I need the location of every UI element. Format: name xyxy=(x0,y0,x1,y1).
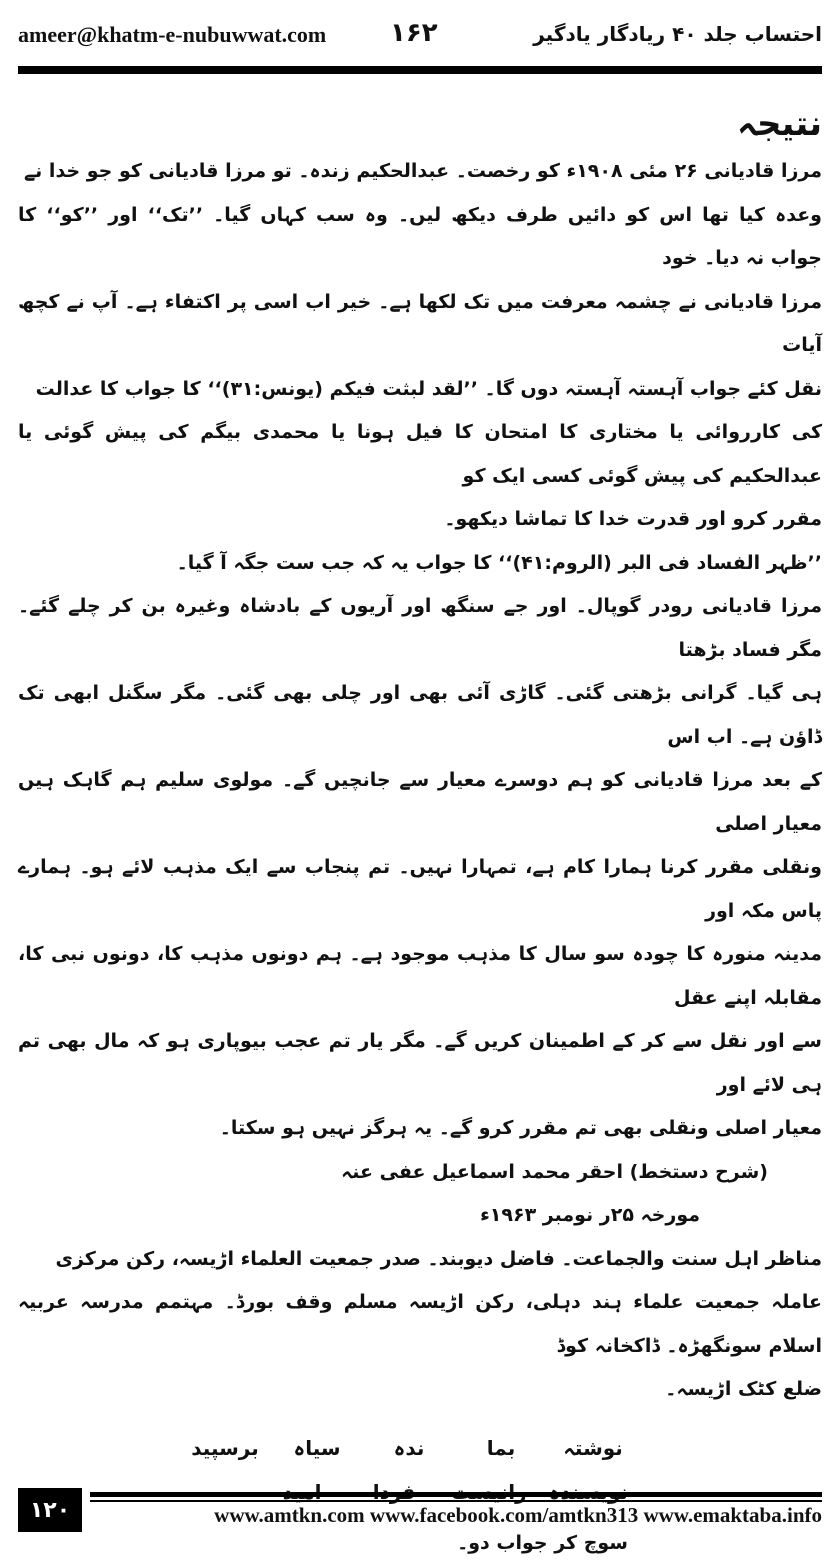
poem-word: بما xyxy=(466,1436,536,1460)
body-line: ہی گیا۔ گرانی بڑھتی گئی۔ گاڑی آئی بھی اور چلی بھی گئی۔ مگر سگنل ابھی تک ڈاؤن ہے۔ اب اس xyxy=(18,672,822,759)
footer-links: www.amtkn.com www.facebook.com/amtkn313 www.emaktaba.info xyxy=(214,1503,822,1528)
body-line: ونقلی مقرر کرنا ہمارا کام ہے، تمہارا نہیں۔ تم پنجاب سے ایک مذہب لائے ہو۔ ہمارے پاس مکہ اور xyxy=(18,846,822,933)
body-line: مرزا قادیانی رودر گوپال۔ اور جے سنگھ اور آریوں کے بادشاہ وغیرہ بن کر چلے گئے۔ مگر فساد بڑھتا xyxy=(18,585,822,672)
header-rule xyxy=(18,66,822,74)
signature-name: (شرح دستخط) احقر محمد اسماعیل عفی عنہ xyxy=(18,1151,822,1195)
footer-page-number: ۱۲۰ xyxy=(18,1488,82,1532)
header-book-title: احتساب جلد ۴۰ ریادگار یادگیر xyxy=(533,22,822,46)
header-email: ameer@khatm-e-nubuwwat.com xyxy=(18,22,326,48)
poem-word: ندہ xyxy=(374,1436,444,1460)
body-line: مقرر کرو اور قدرت خدا کا تماشا دیکھو۔ xyxy=(18,498,822,542)
credentials-line: ضلع کٹک اڑیسہ۔ xyxy=(18,1368,822,1412)
credentials-line: مناظر اہل سنت والجماعت۔ فاضل دیوبند۔ صدر جمعیت العلماء اڑیسہ، رکن مرکزی xyxy=(18,1238,822,1282)
page-header xyxy=(18,14,822,64)
body-line: مرزا قادیانی نے چشمہ معرفت میں تک لکھا ہے۔ خیر اب اسی پر اکتفاء ہے۔ آپ نے کچھ آیات xyxy=(18,281,822,368)
body-line: کی کارروائی یا مختاری کا امتحان کا فیل ہونا یا محمدی بیگم کی پیش گوئی یا عبدالحکیم کی پیش گوئی کسی ایک کو xyxy=(18,411,822,498)
credentials-line: عاملہ جمعیت علماء ہند دہلی، رکن اڑیسہ مسلم وقف بورڈ۔ مہتمم مدرسہ عربیہ اسلام سونگھڑہ۔ ڈاکخانہ کوڈ xyxy=(18,1281,822,1368)
body-line: وعدہ کیا تھا اس کو دائیں طرف دیکھ لیں۔ وہ سب کہاں گیا۔ ’’تک‘‘ اور ’’کو‘‘ کا جواب نہ دیا۔ خود xyxy=(18,194,822,281)
page-footer xyxy=(18,1488,822,1532)
body-line: مدینہ منورہ کا چودہ سو سال کا مذہب موجود ہے۔ ہم دونوں مذہب کا، دونوں نبی کا، مقابلہ اپنے عقل xyxy=(18,933,822,1020)
poem-word: برسپید xyxy=(190,1436,260,1460)
footer-rule xyxy=(90,1492,822,1497)
footer-rule xyxy=(90,1500,822,1502)
signature-date: مورخہ ۲۵ر نومبر ۱۹۶۳ء xyxy=(18,1194,822,1238)
header-page-number: ۱۶۲ xyxy=(390,18,438,48)
closing-line: سوچ کر جواب دو۔ xyxy=(18,1522,822,1565)
body-line: مرزا قادیانی ۲۶ مئی ۱۹۰۸ء کو رخصت۔ عبدالحکیم زندہ۔ تو مرزا قادیانی کو جو خدا نے xyxy=(18,150,822,194)
body-line: معیار اصلی ونقلی بھی تم مقرر کرو گے۔ یہ ہرگز نہیں ہو سکتا۔ xyxy=(18,1107,822,1151)
section-heading: نتیجہ xyxy=(18,98,822,150)
body-line: نقل کئے جواب آہستہ آہستہ دوں گا۔ ’’لقد لبثت فیکم (یونس:۳۱)‘‘ کا جواب کا عدالت xyxy=(18,368,822,412)
poem-row xyxy=(18,1426,628,1470)
body-line: کے بعد مرزا قادیانی کو ہم دوسرے معیار سے جانچیں گے۔ مولوی سلیم ہم گاہک ہیں معیار اصلی xyxy=(18,759,822,846)
body-line: سے اور نقل سے کر کے اطمینان کریں گے۔ مگر یار تم عجب بیوپاری ہو کہ مال بھی تم ہی لائے اور xyxy=(18,1020,822,1107)
page-body xyxy=(18,98,822,1565)
body-line: ’’ظہر الفساد فی البر (الروم:۴۱)‘‘ کا جواب یہ کہ جب ست جگہ آ گیا۔ xyxy=(18,542,822,586)
poem-word: سیاہ xyxy=(282,1436,352,1460)
poem-word: نوشتہ xyxy=(558,1436,628,1460)
